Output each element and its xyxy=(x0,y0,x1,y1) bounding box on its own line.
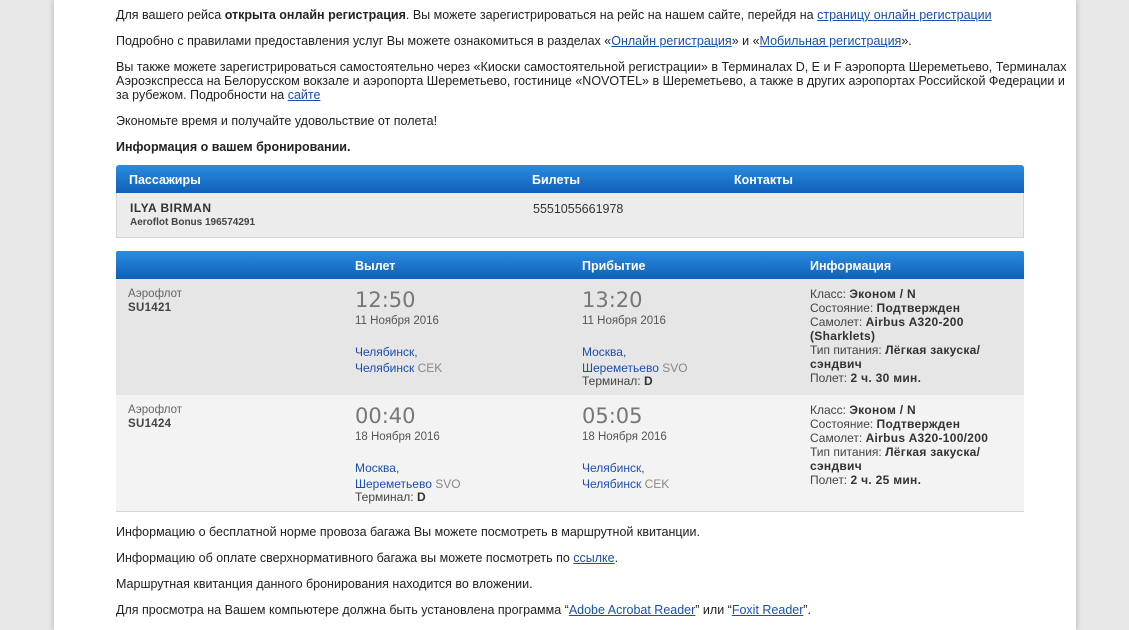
label: Состояние: xyxy=(810,417,877,431)
terminal-value: D xyxy=(643,374,653,388)
online-registration-link[interactable]: Онлайн регистрация xyxy=(611,34,732,48)
airport-name: Челябинск xyxy=(582,477,642,491)
departure-terminal xyxy=(355,490,426,504)
text: Подробно с правилами предоставления услуг Вы можете ознакомиться в разделах « xyxy=(116,34,612,48)
arrival-date: 11 Ноября 2016 xyxy=(582,315,666,327)
online-checkin-page-link[interactable]: страницу онлайн регистрации xyxy=(817,8,992,22)
value: 2 ч. 25 мин. xyxy=(850,473,922,487)
label: Класс: xyxy=(810,403,850,417)
booking-heading-label: Информация о вашем бронировании. xyxy=(116,140,351,154)
departure-airport xyxy=(355,360,442,376)
kiosk-text-line1: Вы также можете зарегистрироваться самостоятельно через «Киоски самостоятельной регистрации» в Терминалах D, E и F аэропорта Шереметьево, Терминалах xyxy=(116,60,1067,74)
status-line xyxy=(810,301,1020,315)
airport-name: Шереметьево xyxy=(355,477,432,491)
text: Информацию об оплате сверхнормативного багажа вы можете посмотреть по xyxy=(116,551,574,565)
arrival-city-name: Челябинск, xyxy=(582,461,645,475)
duration-line xyxy=(810,473,1020,487)
passengers-table-header xyxy=(116,165,1024,193)
flight-row xyxy=(116,395,1024,512)
flight-info xyxy=(810,403,1020,487)
airport-code: CEK xyxy=(417,361,443,375)
label: Тип питания: xyxy=(810,445,886,459)
receipt-text: Маршрутная квитанция данного бронирования находится во вложении. xyxy=(116,577,533,591)
header-contacts: Контакты xyxy=(734,173,793,187)
airline-name: Аэрофлот xyxy=(128,404,183,416)
value: Подтвержден xyxy=(876,301,961,315)
label: Полет: xyxy=(810,371,851,385)
label: Класс: xyxy=(810,287,850,301)
class-line xyxy=(810,403,1020,417)
label: Состояние: xyxy=(810,301,877,315)
meal-line xyxy=(810,343,1020,371)
terminal-label: Терминал: xyxy=(355,490,417,504)
site-link[interactable]: сайте xyxy=(287,88,321,102)
terminal-value: D xyxy=(416,490,426,504)
label: Тип питания: xyxy=(810,343,886,357)
flight-number: SU1424 xyxy=(128,418,172,430)
ticket-number: 5551055661978 xyxy=(533,202,624,216)
duration-line xyxy=(810,371,1020,385)
baggage-free-text: Информацию о бесплатной норме провоза багажа Вы можете посмотреть в маршрутной квитанции. xyxy=(116,525,700,539)
passenger-bonus: Aeroflot Bonus 196574291 xyxy=(130,217,256,228)
label: Самолет: xyxy=(810,315,866,329)
value: Airbus A320-200 (Sharklets) xyxy=(810,315,964,343)
value: 2 ч. 30 мин. xyxy=(850,371,922,385)
value: Airbus A320-100/200 xyxy=(865,431,989,445)
text: ». xyxy=(901,34,912,48)
arrival-time: 05:05 xyxy=(582,404,643,428)
header-passengers: Пассажиры xyxy=(129,173,201,187)
value: Лёгкая закуска/ сэндвич xyxy=(810,343,981,371)
airport-code: CEK xyxy=(644,477,670,491)
flight-info xyxy=(810,287,1020,385)
value: Лёгкая закуска/ сэндвич xyxy=(810,445,981,473)
text: . Вы можете зарегистрироваться на рейс на нашем сайте, перейдя на xyxy=(405,8,818,22)
passenger-row xyxy=(116,193,1024,238)
airport-code: SVO xyxy=(435,477,461,491)
email-sheet xyxy=(54,0,1076,630)
aircraft-line xyxy=(810,315,1020,343)
kiosk-text-line2: Аэроэкспресса на Белорусском вокзале и аэропорта Шереметьево, гостинице «NOVOTEL» в Шереметьево, а также в других аэропортах Российской Федерации и xyxy=(116,74,1065,88)
departure-time: 12:50 xyxy=(355,288,416,312)
departure-date: 18 Ноября 2016 xyxy=(355,431,440,443)
passenger-name: ILYA BIRMAN xyxy=(130,201,212,215)
departure-date: 11 Ноября 2016 xyxy=(355,315,439,327)
baggage-link[interactable]: ссылке xyxy=(573,551,615,565)
arrival-date: 18 Ноября 2016 xyxy=(582,431,667,443)
meal-line xyxy=(810,445,1020,473)
text: за рубежом. Подробности на xyxy=(116,88,288,102)
value: Эконом / N xyxy=(849,287,917,301)
header-tickets: Билеты xyxy=(532,173,581,187)
adobe-reader-link[interactable]: Adobe Acrobat Reader xyxy=(568,603,696,617)
airport-name: Челябинск xyxy=(355,361,415,375)
save-time-text: Экономьте время и получайте удовольствие от полета! xyxy=(116,114,438,128)
airport-code: SVO xyxy=(662,361,688,375)
rules-text xyxy=(116,34,912,49)
flights-table-header xyxy=(116,251,1024,279)
departure-city-name: Москва, xyxy=(355,461,400,475)
arrival-city xyxy=(582,460,669,492)
departure-city xyxy=(355,344,442,376)
status-line xyxy=(810,417,1020,431)
baggage-extra-text xyxy=(116,551,618,566)
text: ”. xyxy=(803,603,812,617)
mobile-registration-link[interactable]: Мобильная регистрация xyxy=(759,34,902,48)
text: Для просмотра на Вашем компьютере должна быть установлена программа “ xyxy=(116,603,569,617)
value: Подтвержден xyxy=(876,417,961,431)
foxit-reader-link[interactable]: Foxit Reader xyxy=(731,603,804,617)
arrival-terminal xyxy=(582,374,653,388)
class-line xyxy=(810,287,1020,301)
departure-city xyxy=(355,460,461,492)
bold-text: открыта онлайн регистрация xyxy=(224,8,406,22)
airline-name: Аэрофлот xyxy=(128,288,183,300)
header-departure: Вылет xyxy=(355,259,396,273)
departure-city-name: Челябинск, xyxy=(355,345,418,359)
kiosk-text-line3 xyxy=(116,88,320,103)
flight-row xyxy=(116,279,1024,396)
text: . xyxy=(614,551,619,565)
booking-heading xyxy=(116,140,350,155)
online-checkin-text xyxy=(116,8,992,23)
header-info: Информация xyxy=(810,259,892,273)
text: ” или “ xyxy=(695,603,732,617)
aircraft-line xyxy=(810,431,1020,445)
value: Эконом / N xyxy=(849,403,917,417)
airport-name: Шереметьево xyxy=(582,361,659,375)
arrival-city xyxy=(582,344,688,376)
flights-table xyxy=(116,251,1024,511)
header-arrival: Прибытие xyxy=(582,259,646,273)
label: Полет: xyxy=(810,473,851,487)
passengers-table xyxy=(116,165,1024,238)
arrival-city-name: Москва, xyxy=(582,345,627,359)
arrival-airport xyxy=(582,476,669,492)
flight-number: SU1421 xyxy=(128,302,172,314)
arrival-time: 13:20 xyxy=(582,288,643,312)
terminal-label: Терминал: xyxy=(582,374,644,388)
viewer-text xyxy=(116,603,811,618)
text: » и « xyxy=(731,34,760,48)
label: Самолет: xyxy=(810,431,866,445)
text: Для вашего рейса xyxy=(116,8,225,22)
departure-time: 00:40 xyxy=(355,404,416,428)
